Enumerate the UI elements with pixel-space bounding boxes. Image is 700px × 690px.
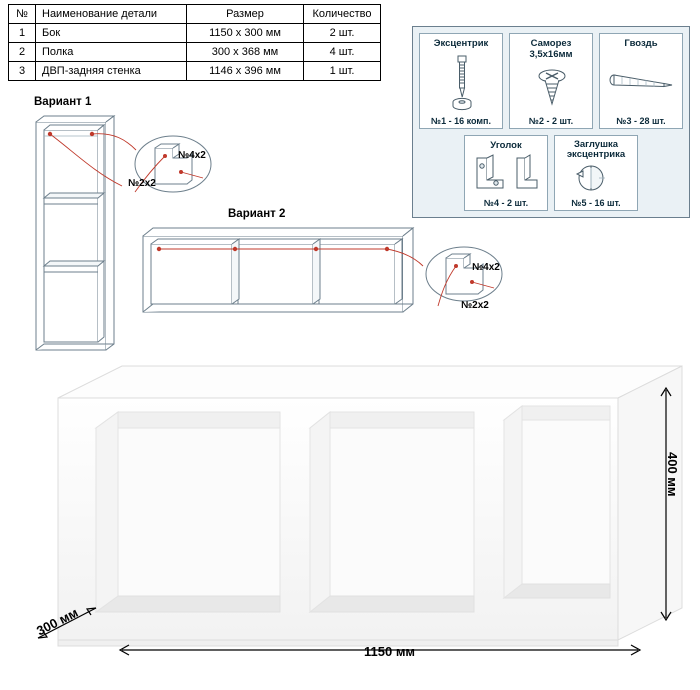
cell-name: ДВП-задняя стенка: [36, 62, 187, 81]
hardware-item-cam-cap: [554, 135, 638, 211]
variant-1-callout-1-label: №4x2: [178, 150, 206, 161]
hardware-caption: №1 - 16 комп.: [431, 116, 491, 126]
hardware-title: Эксцентрик: [433, 38, 489, 49]
dimension-depth-label: 300 мм: [34, 604, 81, 639]
hardware-title: Уголок: [490, 140, 522, 151]
column-header-number: №: [9, 5, 36, 24]
column-header-size: Размер: [187, 5, 304, 24]
hardware-item-nail: [599, 33, 683, 129]
cell-size: 300 x 368 мм: [187, 43, 304, 62]
product-3d-view: [30, 350, 690, 660]
nail-icon: [600, 64, 682, 112]
cell-size: 1150 x 300 мм: [187, 24, 304, 43]
cap-icon: [555, 162, 637, 198]
variant-1-label: Вариант 1: [34, 96, 92, 108]
cell-quantity: 1 шт.: [304, 62, 381, 81]
hardware-caption: №3 - 28 шт.: [616, 116, 666, 126]
hardware-item-corner-bracket: [464, 135, 548, 211]
column-header-quantity: Количество: [304, 5, 381, 24]
cell-name: Полка: [36, 43, 187, 62]
hardware-title: Заглушка: [573, 139, 619, 150]
hardware-caption: №5 - 16 шт.: [571, 198, 621, 208]
hardware-caption: №4 - 2 шт.: [483, 198, 529, 208]
parts-table: [8, 4, 381, 81]
cell-number: 3: [9, 62, 36, 81]
cam-lock-icon: [420, 52, 502, 112]
hardware-title-sub: эксцентрика: [566, 149, 626, 160]
variant-1-callout-2-label: №2x2: [128, 178, 156, 189]
hardware-title: Саморез: [530, 38, 572, 49]
cell-quantity: 2 шт.: [304, 24, 381, 43]
variant-2-callout-1-label: №4x2: [472, 262, 500, 273]
hardware-title: Гвоздь: [624, 38, 658, 49]
hardware-legend: [412, 26, 690, 218]
table-header-row: [9, 5, 381, 24]
variant-2-drawing: [135, 222, 425, 332]
cell-quantity: 4 шт.: [304, 43, 381, 62]
cell-number: 2: [9, 43, 36, 62]
cell-number: 1: [9, 24, 36, 43]
dimension-height-label: 400 мм: [665, 452, 680, 497]
variant-2-label: Вариант 2: [228, 208, 286, 220]
corner-bracket-icon: [465, 152, 547, 196]
cell-size: 1146 x 396 мм: [187, 62, 304, 81]
table-row: [9, 24, 381, 43]
hardware-item-cam-lock: [419, 33, 503, 129]
table-row: [9, 62, 381, 81]
hardware-item-screw: [509, 33, 593, 129]
column-header-name: Наименование детали: [36, 5, 187, 24]
screw-icon: [510, 64, 592, 112]
hardware-caption: №2 - 2 шт.: [528, 116, 574, 126]
variant-2-callout-2-label: №2x2: [461, 300, 489, 311]
cell-name: Бок: [36, 24, 187, 43]
table-row: [9, 43, 381, 62]
hardware-title-size: 3,5x16мм: [529, 49, 573, 60]
variant-1-callout-detail: [125, 130, 235, 210]
dimension-width-label: 1150 мм: [364, 644, 416, 659]
